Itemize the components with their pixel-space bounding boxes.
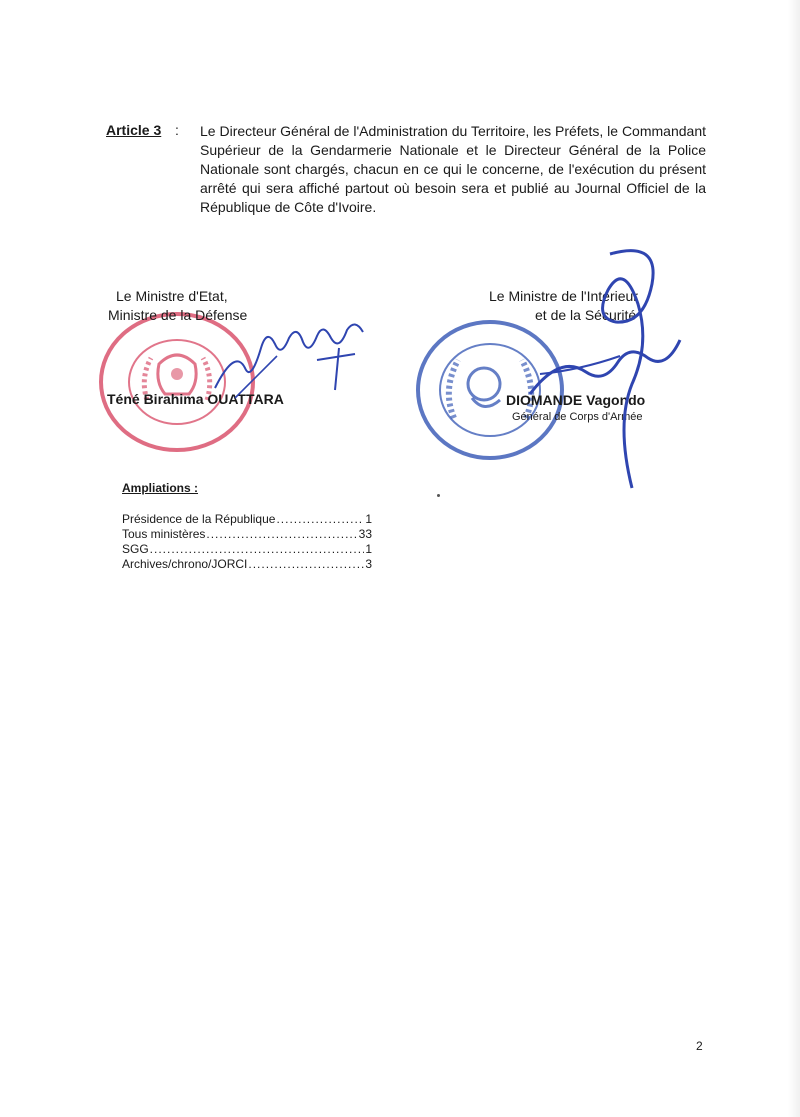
dot-leader xyxy=(276,512,364,527)
article-colon: : xyxy=(175,122,179,138)
left-signatory-name: Téné Birahima OUATTARA xyxy=(107,391,284,407)
left-signatory-title-line2: Ministre de la Défense xyxy=(108,307,248,323)
ampliation-row xyxy=(122,512,372,527)
ampliation-label: Tous ministères xyxy=(122,527,206,541)
ampliation-count: 1 xyxy=(365,542,372,556)
ampliation-count: 33 xyxy=(358,527,372,541)
left-signatory-title-line1: Le Ministre d'Etat, xyxy=(116,288,228,304)
right-handwritten-signature xyxy=(520,244,690,494)
ampliation-row xyxy=(122,542,372,557)
ampliation-row xyxy=(122,557,372,572)
right-signatory-title-line2: et de la Sécurité xyxy=(535,307,637,323)
right-signatory-name: DIOMANDE Vagondo xyxy=(506,392,646,408)
ink-speck xyxy=(437,494,440,497)
dot-leader xyxy=(150,542,365,557)
ampliation-label: Présidence de la République xyxy=(122,512,276,526)
ampliations-title: Ampliations : xyxy=(122,481,199,495)
dot-leader xyxy=(206,527,357,542)
article-body: Le Directeur Général de l'Administration du Territoire, les Préfets, le Commandant Supérieur de la Gendarmerie Nationale et le Directeur Général de la Police Nationale sont chargés, chacun en ce qui le concerne, de l'exécution du présent arrêté qui sera affiché partout où besoin sera et publié au Journal Officiel de la République de Côte d'Ivoire. xyxy=(200,123,706,215)
dot-leader xyxy=(248,557,364,572)
right-signatory-rank: Général de Corps d'Armée xyxy=(512,411,643,423)
ampliation-label: SGG xyxy=(122,542,149,556)
left-handwritten-signature xyxy=(205,308,375,408)
right-signatory-title-line1: Le Ministre de l'Intérieur xyxy=(489,288,638,304)
ampliations-list xyxy=(122,512,372,572)
article-label: Article 3 xyxy=(106,122,162,138)
page-number: 2 xyxy=(696,1039,703,1053)
ampliation-count: 3 xyxy=(365,557,372,571)
ampliation-row xyxy=(122,527,372,542)
ampliation-count: 1 xyxy=(365,512,372,526)
page-edge-shadow xyxy=(788,0,800,1117)
ampliation-label: Archives/chrono/JORCI xyxy=(122,557,248,571)
